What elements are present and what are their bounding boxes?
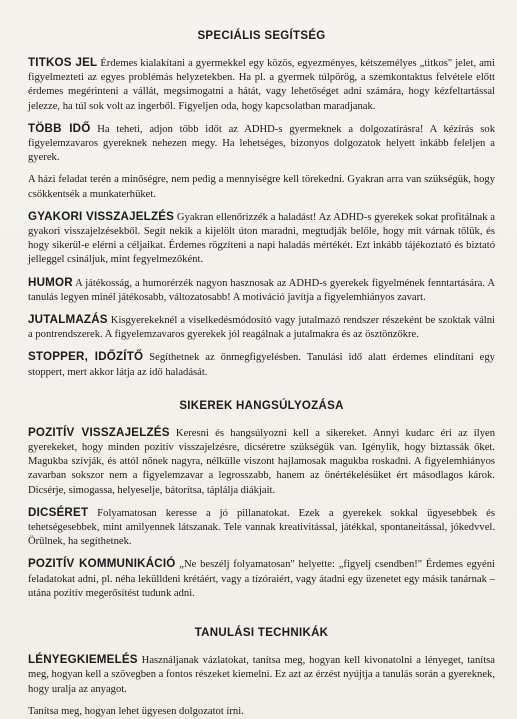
paragraph-text: Érdemes kialakítani a gyermekkel egy közös, egyezményes, kétszemélyes „titkos" jelet, ami figyelmezteti az egyes problémás helyzetekben. Ha pl. a gyermek túlpörög, a szemkontaktus felvétele előtt érdemes megérinteni a vállát, megsimogatni a hátát, vagy lehetőséget adni számára, hogy kézfeltartással jelezze, ha túl sok volt az ingerből. Figyeljen oda, hogy kapcsolatban maradjanak. xyxy=(28,58,495,112)
keyword: DICSÉRET xyxy=(28,505,89,519)
keyword: POZITÍV KOMMUNIKÁCIÓ xyxy=(28,557,176,571)
keyword: JUTALMAZÁS xyxy=(28,313,108,327)
keyword: TÖBB IDŐ xyxy=(28,121,91,135)
section-title: TANULÁSI TECHNIKÁK xyxy=(194,627,329,640)
paragraph-text: Folyamatosan keresse a jó pillanatokat. Ezek a gyerekek sokkal ügyesebbek és tehetségesebbek, mint amilyennek látszanak. Tele vannak kreativitással, játékkal, spontaneitással, jókedvvel. Örülnek, ha segíthetnek. xyxy=(28,507,495,548)
paragraph-text: A játékosság, a humorérzék nagyon hasznosak az ADHD-s gyerekek figyelmének fenntartására. A tanulás legyen minél játékosabb, változatosabb! A motiváció javítja a figyelemhiányos zavart. xyxy=(28,277,495,303)
section-highlighting-success xyxy=(28,400,495,601)
paragraph-text: Ha teheti, adjon több időt az ADHD-s gyermeknek a dolgozatírásra! A kézírás sok figyelemzavaros gyereknek nehezen megy. Ha lehetséges, bizonyos dolgozatok helyett inkább feleljen a gyerek. xyxy=(28,123,496,164)
paragraph-homework: A házi feladat terén a minőségre, nem pedig a mennyiségre kell törekedni. Gyakran arra van szükségük, hogy csökkentsék a munkaterhüket. xyxy=(28,174,495,200)
paragraph-positive-feedback xyxy=(28,426,495,498)
paragraph-test-writing: Tanítsa meg, hogyan lehet ügyesen dolgozatot írni. xyxy=(28,705,244,717)
paragraph-praise xyxy=(28,506,495,550)
paragraph-text: Keresni és hangsúlyozni kell a sikereket. Annyi kudarc éri az ilyen gyerekeket, hogy minden pozitív visszajelzésre, dicséretre szükségük van. Igénylik, hogy biztassák őket. Magukba szívják, és attól nőnek nagyra, nélkülle viszont hajlamosak magukba roskadni. A figyelemhiányos zavarban sokszor nem a figyelemzavar a legrosszabb, hanem az önértékelésüket ért másodlagos károk. Dicsérje, simogassa, helyeselje, bátorítsa, táplálja diákjait. xyxy=(28,427,495,496)
keyword: LÉNYEGKIEMELÉS xyxy=(28,653,138,667)
paragraph-frequent-feedback xyxy=(28,210,495,268)
paragraph-timer xyxy=(28,350,495,379)
paragraph-rewards xyxy=(28,313,495,342)
paragraph-positive-communication xyxy=(28,557,495,601)
section-title: SPECIÁLIS SEGÍTSÉG xyxy=(197,30,326,42)
keyword: TITKOS JEL xyxy=(28,56,98,69)
paragraph-more-time xyxy=(28,122,495,166)
paragraph-secret-signal xyxy=(28,56,495,114)
paragraph-text: Kisgyerekeknél a viselkedésmódosító vagy jutalmazó rendszer részeként be szoktak válni a pontrendszerek. A figyelemzavaros gyerekek jól reagálnak a jutalmakra és az ösztönzőkre. xyxy=(28,315,495,341)
paragraph-text: Segíthetnek az önmegfigyelésben. Tanulási idő alatt érdemes elindítani egy stoppert, mert akkor látja az idő haladását. xyxy=(28,352,495,378)
paragraph-text: „Ne beszélj folyamatosan" helyette: „figyelj csendben!" Érdemes egyéni feladatokat adni, pl. néha lekülldeni krétáért, vagy a tízóraiért, vagy átadni egy üzenetet egy másik tanárnak – utána pozitív megerősítést tudunk adni. xyxy=(28,559,496,599)
section-special-help xyxy=(28,30,495,380)
section-title: SIKEREK HANGSÚLYOZÁSA xyxy=(179,399,344,412)
paragraph-text: Használjanak vázlatokat, tanítsa meg, hogyan kell kivonatolni a lényeget, tanítsa meg, hogyan kell a szövegben a fontos részeket kiemelni. Ez azt az érzést nyújtja a tanulás során a gyereknek, hogy uralja az anyagot. xyxy=(28,655,495,695)
paragraph-humor xyxy=(28,276,495,305)
paragraph-key-points xyxy=(28,653,495,697)
keyword: GYAKORI VISSZAJELZÉS xyxy=(28,209,175,223)
section-learning-techniques xyxy=(28,627,495,719)
keyword: STOPPER, IDŐZÍTŐ xyxy=(28,350,144,364)
keyword: HUMOR xyxy=(28,275,73,289)
keyword: POZITÍV VISSZAJELZÉS xyxy=(28,425,170,439)
paragraph-text: Gyakran ellenőrizzék a haladást! Az ADHD-s gyerekek sokat profitálnak a gyakori visszajelzésekből. Segít nekik a kijelölt úton maradni, megtudják belőle, hogy mit várnak tőlük, és hogy sikerül-e elérni a céljaikat. Érdemes rögzíteni a napi haladás mértékét. Ezt inkább tájékoztató és biztató jelleggel csináljuk, mint fegyelmezőként. xyxy=(28,211,496,266)
